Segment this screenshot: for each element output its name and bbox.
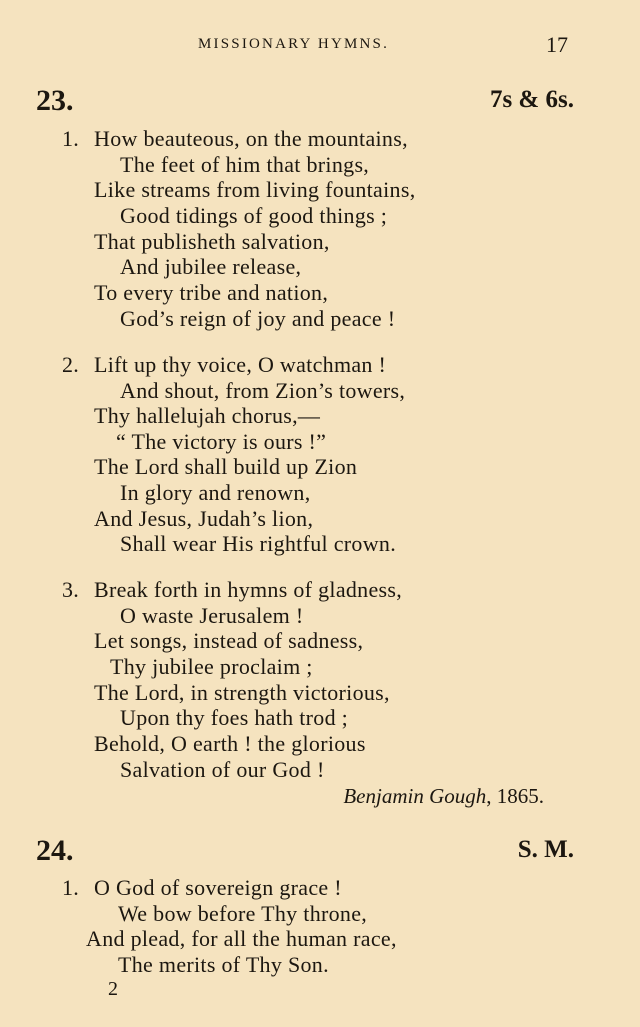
verse-line: The Lord, in strength victorious, xyxy=(94,680,390,705)
verse-line: How beauteous, on the mountains, xyxy=(94,126,408,151)
verse-line: God’s reign of joy and peace ! xyxy=(120,306,396,331)
verse-line: “ The victory is ours !” xyxy=(116,429,327,454)
verse-line: The Lord shall build up Zion xyxy=(94,454,358,479)
verse-line: Behold, O earth ! the glorious xyxy=(94,731,366,756)
verse-line: Thy jubilee proclaim ; xyxy=(110,654,313,679)
running-head xyxy=(0,32,640,60)
attribution-year: , 1865. xyxy=(486,784,544,808)
hymn-number: 23. xyxy=(36,84,74,117)
verse-line: Good tidings of good things ; xyxy=(120,203,388,228)
stanza-number: 1. xyxy=(62,126,80,151)
page-number: 17 xyxy=(546,32,568,57)
author-name: Benjamin Gough xyxy=(343,784,487,808)
verse-line: And plead, for all the human race, xyxy=(86,926,397,951)
verse-line: Upon thy foes hath trod ; xyxy=(120,705,349,730)
verse-line: Break forth in hymns of gladness, xyxy=(94,577,403,602)
hymn-attribution xyxy=(343,783,544,809)
verse-line: And jubilee release, xyxy=(120,254,302,279)
verse-line: We bow before Thy throne, xyxy=(118,901,368,926)
hymn-meter: 7s & 6s. xyxy=(489,86,574,113)
verse-line: Lift up thy voice, O watchman ! xyxy=(94,352,387,377)
verse-line: Thy hallelujah chorus,— xyxy=(94,403,321,428)
stanza-number: 2. xyxy=(62,352,80,377)
verse-line: Salvation of our God ! xyxy=(120,757,325,782)
signature-mark: 2 xyxy=(108,978,118,1000)
verse-line: And shout, from Zion’s towers, xyxy=(120,378,406,403)
verse-line: And Jesus, Judah’s lion, xyxy=(94,506,314,531)
stanza-number: 1. xyxy=(62,875,80,900)
hymn-meter: S. M. xyxy=(517,836,574,863)
verse-line: To every tribe and nation, xyxy=(94,280,329,305)
verse-line: O God of sovereign grace ! xyxy=(94,875,342,900)
stanza-number: 3. xyxy=(62,577,80,602)
verse-line: Shall wear His rightful crown. xyxy=(120,531,396,556)
verse-line: O waste Jerusalem ! xyxy=(120,603,304,628)
running-title: MISSIONARY HYMNS. xyxy=(198,36,390,52)
verse-line: Let songs, instead of sadness, xyxy=(94,628,364,653)
hymn-24-header xyxy=(0,834,640,870)
verse-line: The merits of Thy Son. xyxy=(118,952,329,977)
verse-line: In glory and renown, xyxy=(120,480,311,505)
verse-line: Like streams from living fountains, xyxy=(94,177,416,202)
verse-line: The feet of him that brings, xyxy=(120,152,370,177)
hymn-23-header xyxy=(0,84,640,120)
hymn-number: 24. xyxy=(36,834,74,867)
verse-line: That publisheth salvation, xyxy=(94,229,330,254)
